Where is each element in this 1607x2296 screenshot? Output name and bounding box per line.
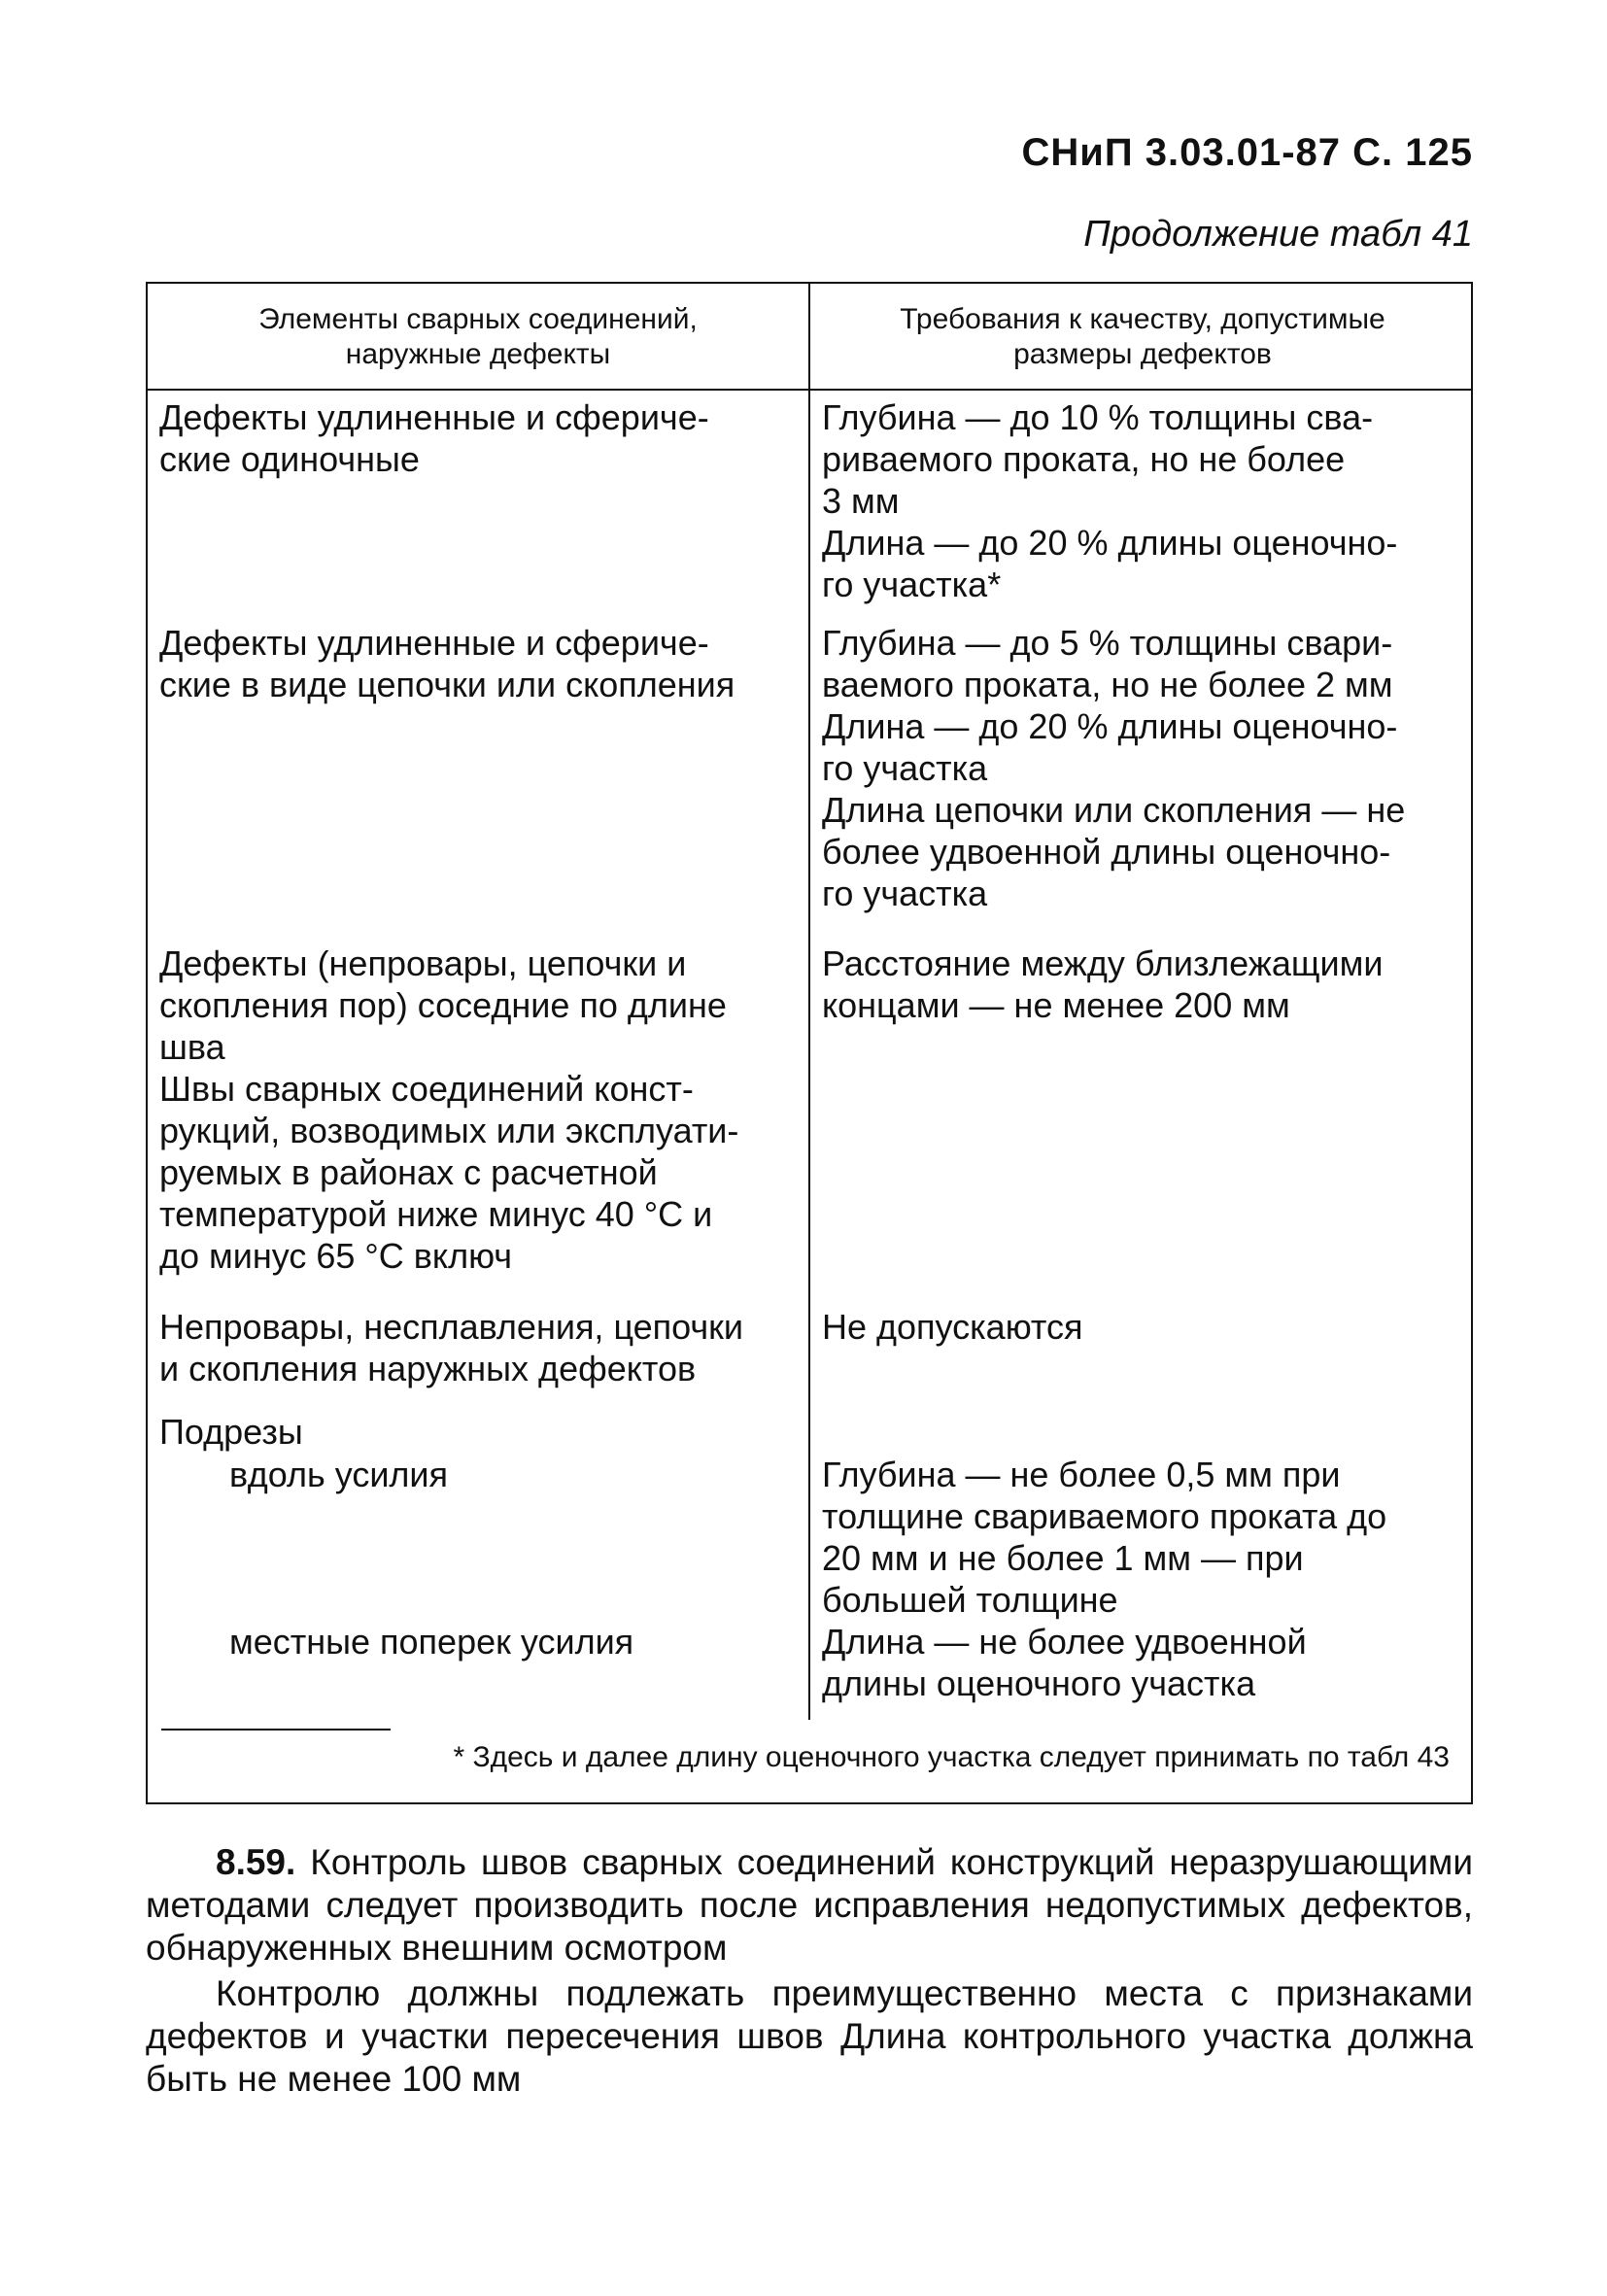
column-divider [808,284,810,1720]
footnote-rule [161,1729,391,1731]
row-2-element: Дефекты удлиненные и сфериче- ские в виде цепочки или скопления [159,623,735,704]
paragraph-8-59-text: Контроль швов сварных соединений конструкций неразрушающими методами следует производить после исправления недопустимых дефектов, обнаруженных внешним осмотром [146,1842,1473,1968]
table-footnote: * Здесь и далее длину оценочного участка следует принимать по табл 43 [453,1741,1450,1773]
row-7-requirement: Длина — не более удвоенной длины оценочного участка [822,1622,1307,1703]
paragraph-8-59 [146,1841,1473,1970]
paragraph-number: 8.59. [216,1842,296,1882]
column-header-elements [148,284,808,391]
row-1-element: Дефекты удлиненные и сфериче- ские одиночные [159,397,709,479]
row-3-requirement: Расстояние между близлежащими концами — не менее 200 мм [822,943,1384,1025]
row-6-requirement: Глубина — не более 0,5 мм при толщине свариваемого проката до 20 мм и не более 1 мм — при большей толщине [822,1455,1387,1620]
row-6-element: вдоль усилия [229,1455,449,1494]
row-3-element: Дефекты (непровары, цепочки и скопления пор) соседние по длине шва Швы сварных соединений конст- рукций, возводимых или эксплуати- руемых в районах с расчетной температурой ниже минус 40 °С и до минус 65 °С включ [159,943,739,1276]
document-reference: СНиП 3.03.01-87 С. 125 [1021,131,1473,174]
column-header-elements-text: Элементы сварных соединений, наружные дефекты [258,303,698,370]
row-5-element: Подрезы [159,1412,303,1452]
table-continuation-label: Продолжение табл 41 [1083,214,1473,255]
column-header-requirements-text: Требования к качеству, допустимые размеры дефектов [900,303,1385,370]
row-4-requirement: Не допускаются [822,1307,1083,1347]
requirements-table [146,282,1473,1804]
row-7-element: местные поперек усилия [229,1622,634,1662]
row-4-element: Непровары, несплавления, цепочки и скопления наружных дефектов [159,1307,744,1388]
column-header-requirements [810,284,1475,391]
row-1-requirement: Глубина — до 10 % толщины сва- риваемого проката, но не более 3 мм Длина — до 20 % длины оценочно- го участка* [822,397,1398,604]
paragraph-control: Контролю должны подлежать преимущественно места с признаками дефектов и участки пересечения швов Длина контрольного участка должна быть не менее 100 мм [146,1973,1473,2099]
row-2-requirement: Глубина — до 5 % толщины свари- ваемого проката, но не более 2 мм Длина — до 20 % длины оценочно- го участка Длина цепочки или скопления — не более удвоенной длины оценочно- го участка [822,623,1406,913]
